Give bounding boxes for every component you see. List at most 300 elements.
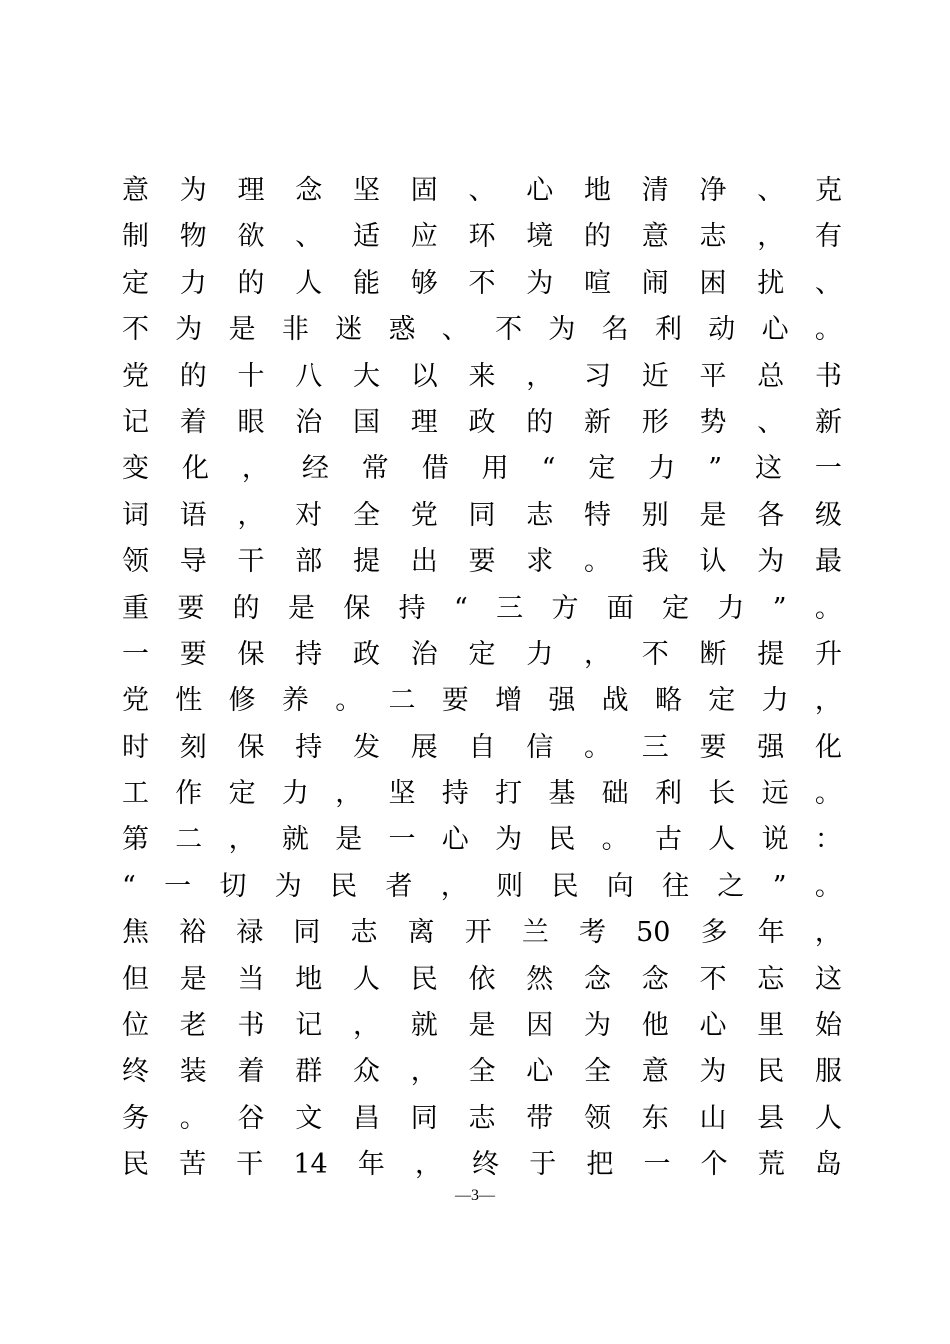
text-glyph: 把 — [586, 1149, 614, 1181]
text-glyph: 是 — [179, 963, 207, 995]
text-line — [122, 1142, 842, 1188]
text-glyph: 础 — [601, 778, 629, 810]
text-glyph: 展 — [410, 731, 438, 763]
text-glyph: 经 — [301, 453, 329, 485]
text-glyph: ， — [584, 638, 611, 670]
text-glyph: 以 — [410, 360, 438, 392]
text-glyph: 记 — [122, 406, 149, 438]
text-glyph: 干 — [236, 1149, 264, 1181]
text-glyph: 全 — [353, 499, 380, 531]
text-glyph: 三 — [641, 731, 669, 763]
text-glyph: 总 — [757, 360, 785, 392]
text-glyph: 应 — [410, 221, 438, 253]
text-glyph: 书 — [815, 360, 842, 392]
text-glyph: 。 — [335, 685, 363, 717]
text-glyph: 同 — [468, 499, 496, 531]
text-glyph: 定 — [228, 778, 256, 810]
text-glyph: 的 — [237, 267, 265, 299]
text-glyph: 意 — [641, 1056, 669, 1088]
text-glyph: 大 — [353, 360, 380, 392]
text-glyph: 心 — [441, 824, 469, 856]
text-glyph: 民 — [548, 824, 576, 856]
text-glyph: 古 — [654, 824, 682, 856]
text-glyph: 势 — [699, 406, 727, 438]
text-glyph: ， — [814, 917, 842, 949]
text-line — [122, 632, 842, 678]
text-glyph: 各 — [757, 499, 785, 531]
text-line — [122, 586, 842, 632]
text-glyph: 为 — [757, 546, 785, 578]
text-glyph: 终 — [472, 1149, 500, 1181]
text-glyph: 二 — [175, 824, 203, 856]
text-glyph: 当 — [237, 963, 265, 995]
text-glyph: 一 — [814, 453, 842, 485]
text-glyph: 二 — [388, 685, 416, 717]
text-glyph: 领 — [122, 546, 149, 578]
text-glyph: 新 — [815, 406, 842, 438]
text-glyph: 年 — [357, 1149, 385, 1181]
text-glyph: 装 — [179, 1056, 207, 1088]
text-glyph: 、 — [757, 175, 785, 206]
text-glyph: 切 — [219, 870, 247, 902]
text-line — [122, 493, 842, 539]
text-glyph: 的 — [232, 592, 260, 624]
text-glyph: 利 — [654, 778, 682, 810]
text-glyph: 词 — [122, 499, 149, 531]
text-glyph: 三 — [496, 592, 524, 624]
text-glyph: 不 — [468, 267, 496, 299]
text-glyph: 治 — [295, 406, 323, 438]
text-glyph: ， — [241, 453, 269, 485]
text-glyph: 习 — [584, 360, 611, 392]
text-glyph: 记 — [295, 1010, 323, 1042]
text-glyph: 说 — [761, 824, 789, 856]
text-glyph: ， — [440, 870, 468, 902]
text-glyph: 众 — [353, 1056, 380, 1088]
text-glyph: 就 — [410, 1010, 438, 1042]
text-glyph: 则 — [496, 870, 524, 902]
text-glyph: 利 — [654, 314, 682, 346]
text-line — [122, 168, 842, 214]
text-glyph: 认 — [699, 546, 727, 578]
text-glyph: 治 — [410, 638, 438, 670]
text-glyph: 禄 — [236, 917, 264, 949]
text-glyph: 持 — [441, 778, 469, 810]
text-glyph: 清 — [641, 175, 669, 206]
text-glyph: 物 — [179, 221, 207, 253]
text-glyph: 同 — [410, 1102, 438, 1134]
text-glyph: 略 — [654, 685, 682, 717]
text-glyph: 第 — [122, 824, 149, 856]
text-glyph: 增 — [495, 685, 523, 717]
text-glyph: 。 — [584, 731, 611, 763]
text-glyph: 面 — [606, 592, 634, 624]
text-glyph: 。 — [814, 870, 842, 902]
text-glyph: 书 — [237, 1010, 265, 1042]
text-line — [122, 1003, 842, 1049]
text-glyph: 岛 — [814, 1149, 842, 1181]
text-glyph: 基 — [548, 778, 576, 810]
text-glyph: 党 — [410, 499, 438, 531]
text-glyph: ： — [814, 824, 842, 856]
text-glyph: 地 — [584, 175, 611, 206]
text-glyph: 导 — [179, 546, 207, 578]
text-line — [122, 678, 842, 724]
text-glyph: 是 — [468, 1010, 496, 1042]
text-glyph: “ — [541, 453, 556, 485]
text-glyph: ， — [228, 824, 256, 856]
text-glyph: 心 — [761, 314, 789, 346]
text-glyph: 扰 — [757, 267, 785, 299]
text-line — [122, 725, 842, 771]
text-glyph: 工 — [122, 778, 149, 810]
text-glyph: 净 — [699, 175, 727, 206]
text-glyph: 方 — [551, 592, 579, 624]
text-glyph: 特 — [584, 499, 611, 531]
text-glyph: 力 — [281, 778, 309, 810]
text-glyph: 昌 — [353, 1102, 380, 1134]
text-glyph: 人 — [708, 824, 736, 856]
text-glyph: 保 — [237, 638, 265, 670]
text-glyph: 重 — [122, 592, 149, 624]
text-glyph: 位 — [122, 1010, 149, 1042]
text-glyph: 。 — [814, 314, 842, 346]
text-glyph: 强 — [757, 731, 785, 763]
text-line — [122, 771, 842, 817]
text-glyph: 境 — [526, 221, 554, 253]
text-glyph: 形 — [641, 406, 669, 438]
text-glyph: 持 — [295, 731, 323, 763]
text-glyph: 开 — [464, 917, 492, 949]
text-glyph: 为 — [699, 1056, 727, 1088]
text-glyph: 为 — [274, 870, 302, 902]
text-glyph: 东 — [641, 1102, 669, 1134]
text-glyph: 因 — [526, 1010, 554, 1042]
text-glyph: 能 — [353, 267, 380, 299]
text-glyph: 是 — [287, 592, 315, 624]
text-glyph: 不 — [699, 963, 727, 995]
text-glyph: 为 — [179, 175, 207, 206]
text-glyph: 喧 — [584, 267, 611, 299]
text-glyph: 带 — [526, 1102, 554, 1134]
text-glyph: ” — [772, 592, 787, 624]
text-glyph: 不 — [495, 314, 523, 346]
text-glyph: 是 — [335, 824, 363, 856]
text-glyph: 时 — [122, 731, 149, 763]
text-glyph: 持 — [295, 638, 323, 670]
text-line — [122, 354, 842, 400]
text-glyph: 谷 — [237, 1102, 265, 1134]
text-glyph: 一 — [122, 638, 149, 670]
text-glyph: 制 — [122, 221, 149, 253]
text-glyph: 克 — [815, 175, 842, 206]
text-glyph: 、 — [441, 314, 469, 346]
text-glyph: 裕 — [179, 917, 207, 949]
text-glyph: 民 — [410, 963, 438, 995]
text-glyph: 他 — [641, 1010, 669, 1042]
text-glyph: 不 — [122, 314, 149, 346]
text-glyph: 终 — [122, 1056, 149, 1088]
text-glyph: 地 — [295, 963, 323, 995]
text-glyph: 眼 — [237, 406, 265, 438]
text-line — [122, 1049, 842, 1095]
text-glyph: 意 — [122, 175, 149, 206]
text-glyph: 就 — [281, 824, 309, 856]
text-glyph: 力 — [526, 638, 554, 670]
text-glyph: 刻 — [179, 731, 207, 763]
text-glyph: 坚 — [353, 175, 380, 206]
text-glyph: 养 — [281, 685, 309, 717]
text-glyph: 离 — [407, 917, 435, 949]
text-glyph: 提 — [353, 546, 380, 578]
text-glyph: 民 — [551, 870, 579, 902]
text-glyph: 力 — [648, 453, 676, 485]
text-glyph: 向 — [606, 870, 634, 902]
text-glyph: 这 — [815, 963, 842, 995]
text-glyph: 远 — [761, 778, 789, 810]
text-glyph: 对 — [295, 499, 323, 531]
text-glyph: 群 — [295, 1056, 323, 1088]
text-glyph: ， — [814, 685, 842, 717]
text-glyph: ” — [772, 870, 787, 902]
text-glyph: 念 — [584, 963, 611, 995]
text-glyph: 。 — [584, 546, 611, 578]
text-glyph: 、 — [815, 267, 842, 299]
text-glyph: ， — [414, 1149, 442, 1181]
text-glyph: 焦 — [122, 917, 149, 949]
text-glyph: 苦 — [179, 1149, 207, 1181]
text-glyph: 有 — [815, 221, 842, 253]
text-glyph: 考 — [579, 917, 606, 949]
text-glyph: 理 — [237, 175, 265, 206]
text-glyph: 老 — [179, 1010, 207, 1042]
text-line — [122, 446, 842, 492]
text-glyph: 打 — [495, 778, 523, 810]
text-glyph: 多 — [700, 917, 728, 949]
text-glyph: 但 — [122, 963, 149, 995]
text-line — [122, 1096, 842, 1142]
text-glyph: 山 — [699, 1102, 727, 1134]
text-glyph: 服 — [815, 1056, 842, 1088]
text-glyph: 兰 — [521, 917, 549, 949]
text-glyph: 念 — [295, 175, 323, 206]
text-glyph: 要 — [441, 685, 469, 717]
text-glyph: 民 — [757, 1056, 785, 1088]
text-glyph: 心 — [526, 175, 554, 206]
text-glyph: 借 — [421, 453, 449, 485]
text-glyph: 14 — [293, 1149, 328, 1181]
text-glyph: 政 — [353, 638, 380, 670]
text-glyph: 50 — [636, 917, 671, 949]
text-glyph: 民 — [122, 1149, 149, 1181]
text-glyph: 定 — [662, 592, 690, 624]
text-glyph: 干 — [237, 546, 265, 578]
text-glyph: 我 — [641, 546, 669, 578]
text-glyph: 着 — [179, 406, 207, 438]
text-glyph: ， — [410, 1056, 438, 1088]
text-glyph: 保 — [343, 592, 371, 624]
text-glyph: 县 — [757, 1102, 785, 1134]
text-glyph: 人 — [815, 1102, 842, 1134]
text-glyph: 全 — [584, 1056, 611, 1088]
text-glyph: 的 — [584, 221, 611, 253]
text-glyph: 级 — [815, 499, 842, 531]
text-glyph: 是 — [699, 499, 727, 531]
text-glyph: 发 — [353, 731, 380, 763]
text-glyph: ， — [353, 1010, 380, 1042]
text-glyph: 修 — [228, 685, 256, 717]
text-glyph: ， — [237, 499, 265, 531]
text-glyph: 断 — [699, 638, 727, 670]
text-glyph: 于 — [529, 1149, 557, 1181]
text-glyph: 闹 — [641, 267, 669, 299]
text-glyph: 保 — [237, 731, 265, 763]
text-line — [122, 307, 842, 353]
text-line — [122, 214, 842, 260]
text-glyph: 全 — [468, 1056, 496, 1088]
text-line — [122, 539, 842, 585]
text-glyph: 党 — [122, 685, 149, 717]
text-glyph: 战 — [601, 685, 629, 717]
text-glyph: 自 — [468, 731, 496, 763]
text-glyph: 政 — [468, 406, 496, 438]
text-glyph: 部 — [295, 546, 323, 578]
text-glyph: 一 — [643, 1149, 671, 1181]
text-glyph: 不 — [641, 638, 669, 670]
text-glyph: 力 — [179, 267, 207, 299]
text-glyph: “ — [453, 592, 468, 624]
text-glyph: 作 — [175, 778, 203, 810]
text-glyph: 忘 — [757, 963, 785, 995]
text-glyph: 要 — [699, 731, 727, 763]
text-glyph: 往 — [662, 870, 690, 902]
text-glyph: 人 — [353, 963, 380, 995]
text-glyph: 性 — [175, 685, 203, 717]
text-glyph: 。 — [814, 778, 842, 810]
text-glyph: 八 — [295, 360, 323, 392]
text-glyph: 为 — [495, 824, 523, 856]
text-glyph: 然 — [526, 963, 554, 995]
text-glyph: 为 — [548, 314, 576, 346]
text-glyph: 十 — [237, 360, 265, 392]
text-glyph: 提 — [757, 638, 785, 670]
text-glyph: 之 — [717, 870, 745, 902]
text-glyph: 始 — [815, 1010, 842, 1042]
text-glyph: 长 — [708, 778, 736, 810]
text-glyph: 这 — [754, 453, 782, 485]
text-glyph: 领 — [584, 1102, 611, 1134]
text-glyph: 化 — [815, 731, 842, 763]
text-glyph: 定 — [122, 267, 149, 299]
text-glyph: 个 — [700, 1149, 728, 1181]
text-glyph: 固 — [410, 175, 438, 206]
text-glyph: 、 — [468, 175, 496, 206]
text-glyph: 平 — [699, 360, 727, 392]
text-glyph: 年 — [757, 917, 785, 949]
text-glyph: 坚 — [388, 778, 416, 810]
text-glyph: 的 — [526, 406, 554, 438]
text-glyph: 人 — [295, 267, 323, 299]
text-glyph: 心 — [526, 1056, 554, 1088]
text-glyph: 动 — [708, 314, 736, 346]
text-glyph: 近 — [641, 360, 669, 392]
text-glyph: 。 — [601, 824, 629, 856]
text-glyph: 意 — [641, 221, 669, 253]
text-line — [122, 910, 842, 956]
text-glyph: 民 — [330, 870, 358, 902]
page-number: —3— — [455, 1187, 495, 1204]
text-glyph: 志 — [526, 499, 554, 531]
text-glyph: 强 — [548, 685, 576, 717]
text-glyph: 力 — [761, 685, 789, 717]
text-glyph: 非 — [281, 314, 309, 346]
text-glyph: 志 — [468, 1102, 496, 1134]
text-glyph: 持 — [398, 592, 426, 624]
text-glyph: ” — [708, 453, 722, 485]
text-line — [122, 400, 842, 446]
text-glyph: 求 — [526, 546, 554, 578]
text-glyph: 语 — [179, 499, 207, 531]
text-glyph: 别 — [641, 499, 669, 531]
text-line — [122, 817, 842, 863]
text-glyph: 定 — [588, 453, 616, 485]
text-glyph: 困 — [699, 267, 727, 299]
text-glyph: ， — [526, 360, 554, 392]
text-line — [122, 957, 842, 1003]
text-glyph: 定 — [708, 685, 736, 717]
text-glyph: 惑 — [388, 314, 416, 346]
text-glyph: 的 — [179, 360, 207, 392]
text-glyph: 够 — [410, 267, 438, 299]
text-glyph: 是 — [228, 314, 256, 346]
text-glyph: 要 — [177, 592, 205, 624]
text-glyph: 升 — [815, 638, 842, 670]
text-glyph: 里 — [757, 1010, 785, 1042]
text-glyph: 一 — [388, 824, 416, 856]
text-glyph: “ — [122, 870, 136, 902]
text-glyph: 务 — [122, 1102, 149, 1134]
text-glyph: 志 — [350, 917, 378, 949]
text-glyph: 为 — [175, 314, 203, 346]
text-glyph: 志 — [699, 221, 727, 253]
text-glyph: 一 — [164, 870, 192, 902]
text-glyph: 新 — [584, 406, 611, 438]
text-glyph: 来 — [468, 360, 496, 392]
text-glyph: 着 — [237, 1056, 265, 1088]
text-glyph: 为 — [526, 267, 554, 299]
text-glyph: 最 — [815, 546, 842, 578]
text-glyph: 欲 — [237, 221, 265, 253]
text-glyph: 常 — [361, 453, 389, 485]
text-glyph: 。 — [814, 592, 842, 624]
text-line — [122, 864, 842, 910]
text-line — [122, 261, 842, 307]
text-glyph: 环 — [468, 221, 496, 253]
text-glyph: 要 — [468, 546, 496, 578]
text-glyph: 文 — [295, 1102, 323, 1134]
text-glyph: 力 — [717, 592, 745, 624]
text-glyph: 出 — [410, 546, 438, 578]
text-glyph: 荒 — [757, 1149, 785, 1181]
text-glyph: 、 — [757, 406, 785, 438]
text-glyph: 要 — [179, 638, 207, 670]
body-text — [122, 168, 842, 1189]
text-glyph: 心 — [699, 1010, 727, 1042]
text-glyph: 信 — [526, 731, 554, 763]
text-glyph: 迷 — [335, 314, 363, 346]
text-glyph: 。 — [179, 1102, 207, 1134]
text-glyph: 定 — [468, 638, 496, 670]
